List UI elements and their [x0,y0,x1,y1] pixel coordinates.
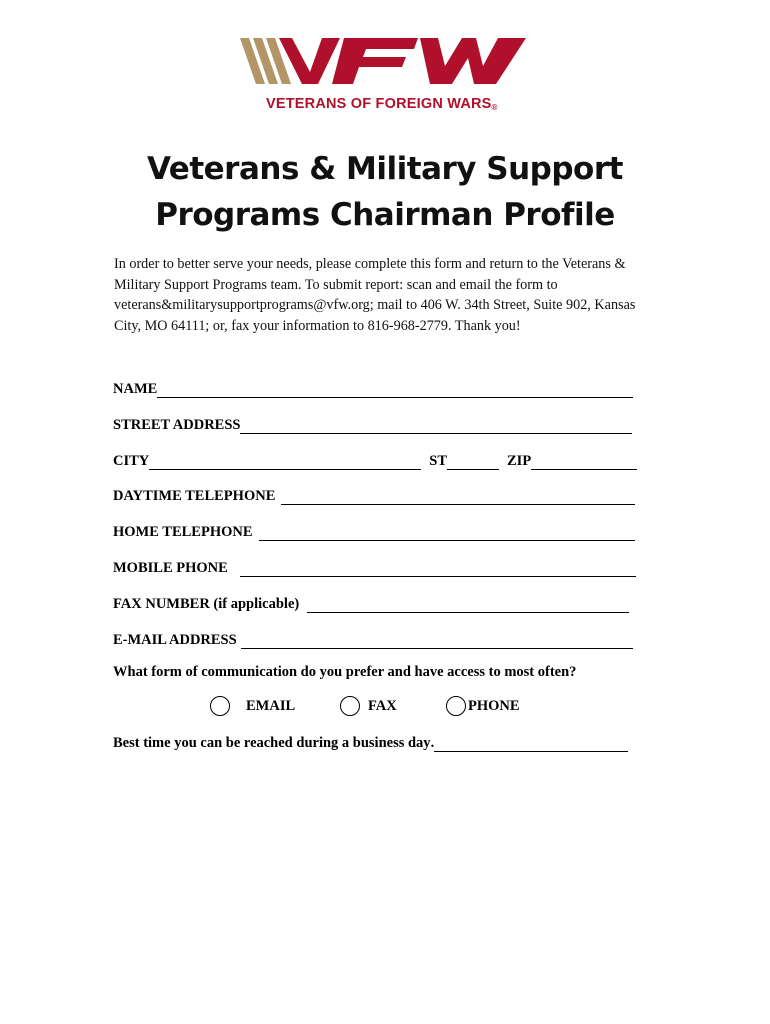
vfw-logo-mark [240,36,530,96]
daytime-telephone-field[interactable] [113,485,635,505]
street-address-label: STREET ADDRESS [113,417,241,433]
option-fax[interactable] [340,696,397,716]
city-state-zip-row [113,450,637,470]
communication-preference-question: What form of communication do you prefer and have access to most often? [113,664,577,680]
fax-radio[interactable] [340,696,360,716]
city-label: CITY [113,453,150,469]
home-telephone-field[interactable] [113,521,635,541]
fax-number-field[interactable] [113,593,629,613]
zip-input-line[interactable] [531,454,637,470]
email-option-label: EMAIL [246,697,296,714]
fax-number-input-line[interactable] [307,597,629,613]
email-address-field[interactable] [113,629,633,649]
name-input-line[interactable] [157,382,633,398]
mobile-phone-field[interactable] [113,557,636,577]
fax-option-label: FAX [368,697,397,714]
street-address-field[interactable] [113,414,632,434]
daytime-telephone-input-line[interactable] [281,489,635,505]
phone-option-label: PHONE [468,697,520,714]
phone-radio[interactable] [446,696,466,716]
page-title [0,146,770,238]
mobile-phone-label: MOBILE PHONE [113,560,228,576]
email-address-input-line[interactable] [241,633,633,649]
title-line-2: Programs Chairman Profile [155,197,615,233]
best-time-input-line[interactable] [434,736,628,752]
best-time-label: Best time you can be reached during a business day [113,735,431,751]
city-input-line[interactable] [149,454,421,470]
intro-paragraph: In order to better serve your needs, please complete this form and return to the Veterans & Military Support Programs team. To submit report: scan and email the form to veterans&militarysupportprograms@vfw.org; mail to 406 W. 34th Street, Suite 902, Kansas City, MO 64111; or, fax your information to 816-968-2779. Thank you! [114,256,636,334]
best-time-field[interactable] [113,735,628,752]
option-phone[interactable] [446,696,520,716]
fax-number-label: FAX NUMBER (if applicable) [113,596,300,612]
email-address-label: E-MAIL ADDRESS [113,632,237,648]
vfw-logo [240,36,530,116]
zip-label: ZIP [507,453,532,469]
name-field[interactable] [113,378,633,398]
home-telephone-label: HOME TELEPHONE [113,524,253,540]
best-time-suffix: . [430,735,435,751]
name-label: NAME [113,381,158,397]
state-input-line[interactable] [447,454,499,470]
email-radio[interactable] [210,696,230,716]
mobile-phone-input-line[interactable] [240,561,636,577]
title-line-1: Veterans & Military Support [147,151,623,187]
daytime-telephone-label: DAYTIME TELEPHONE [113,488,276,504]
state-label: ST [429,453,448,469]
option-email[interactable] [210,696,295,716]
home-telephone-input-line[interactable] [259,525,635,541]
street-address-input-line[interactable] [240,418,632,434]
logo-tagline: VETERANS OF FOREIGN WARS® [266,96,498,112]
